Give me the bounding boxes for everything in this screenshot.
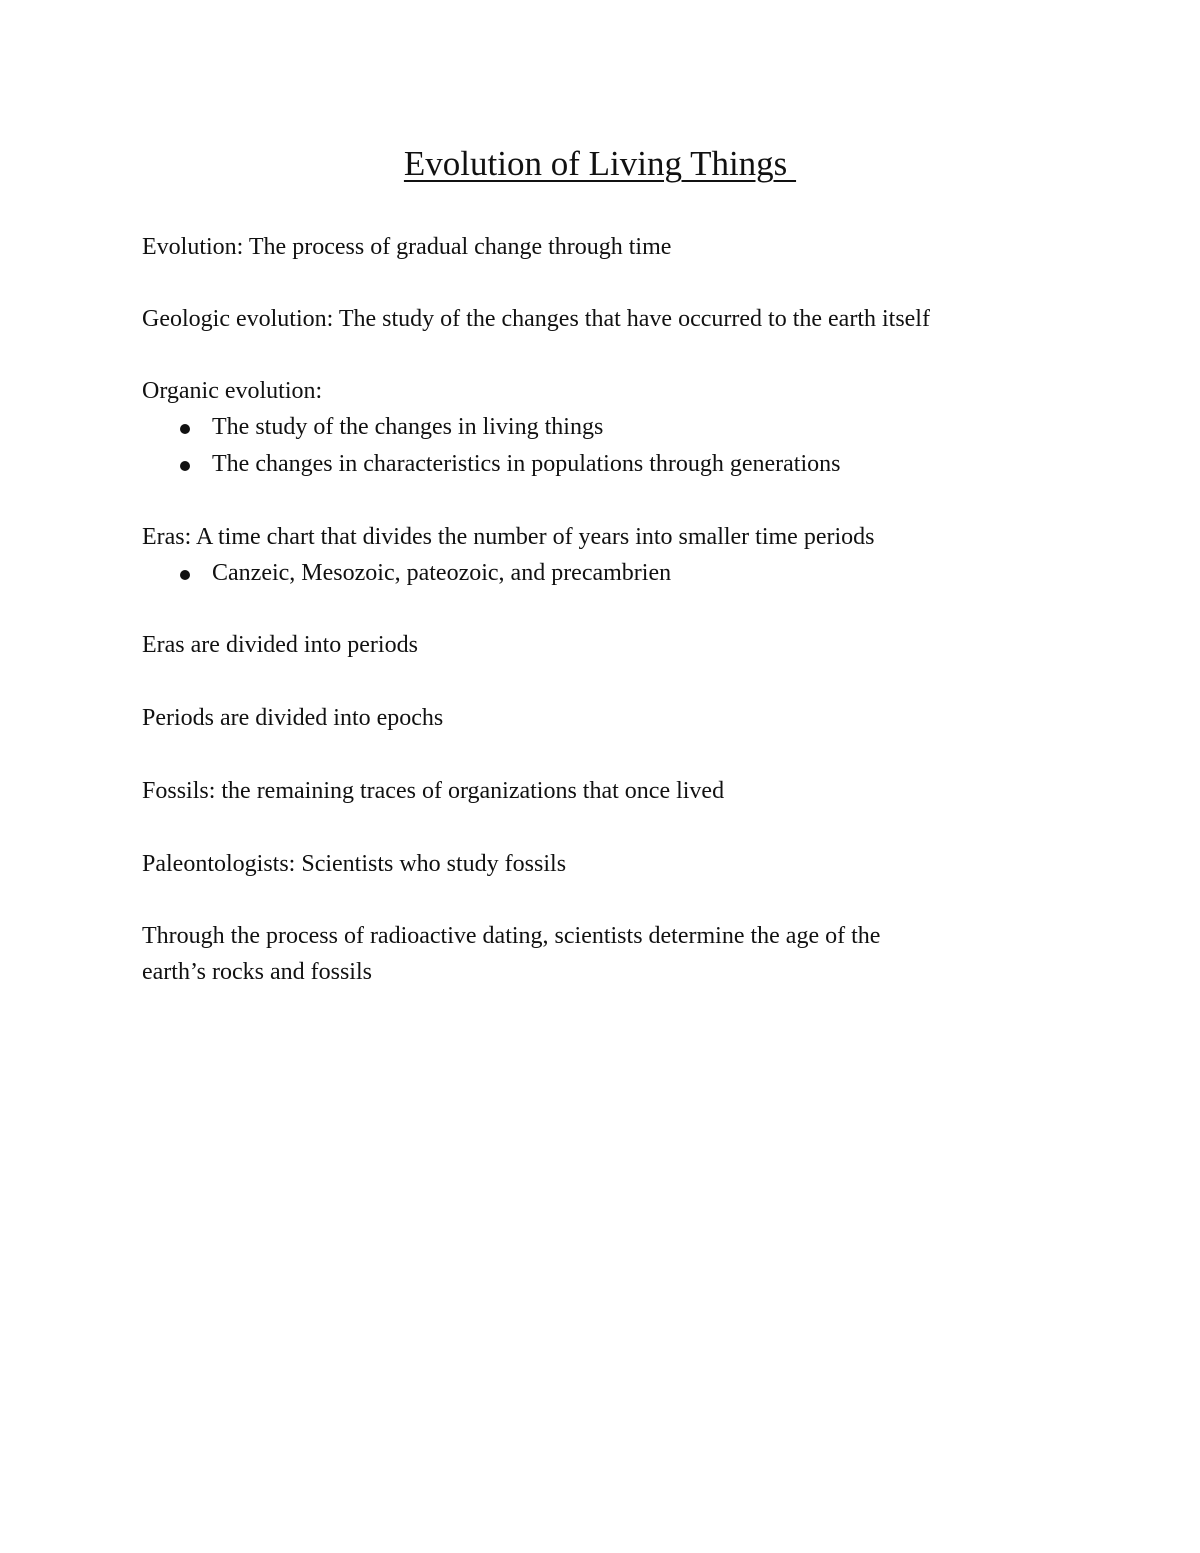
list-item	[142, 409, 1062, 446]
list-item-text: The changes in characteristics in populations through generations	[212, 451, 841, 477]
organic-evolution-heading: Organic evolution:	[142, 378, 323, 404]
evolution-definition: Evolution: The process of gradual change through time	[142, 234, 672, 260]
radioactive-dating-line-1: Through the process of radioactive dating, scientists determine the age of the	[142, 923, 881, 949]
document-title	[0, 140, 1200, 188]
bullet-icon	[180, 461, 190, 471]
list-item-text: Canzeic, Mesozoic, pateozoic, and precambrien	[212, 560, 672, 586]
list-item-text: The study of the changes in living things	[212, 414, 604, 440]
bullet-icon	[180, 424, 190, 434]
list-item	[142, 446, 1062, 483]
eras-list	[142, 555, 1062, 592]
bullet-icon	[180, 570, 190, 580]
document-title-text: Evolution of Living Things	[403, 144, 797, 183]
fossils-definition: Fossils: the remaining traces of organizations that once lived	[142, 778, 725, 804]
radioactive-dating-line-2: earth’s rocks and fossils	[142, 959, 372, 985]
periods-divided-statement: Periods are divided into epochs	[142, 705, 444, 731]
list-item	[142, 555, 1062, 592]
eras-definition: Eras: A time chart that divides the number of years into smaller time periods	[142, 524, 875, 550]
geologic-evolution-definition: Geologic evolution: The study of the changes that have occurred to the earth itself	[142, 306, 930, 332]
paleontologists-definition: Paleontologists: Scientists who study fossils	[142, 851, 567, 877]
eras-divided-statement: Eras are divided into periods	[142, 632, 418, 658]
organic-evolution-list	[142, 409, 1062, 483]
